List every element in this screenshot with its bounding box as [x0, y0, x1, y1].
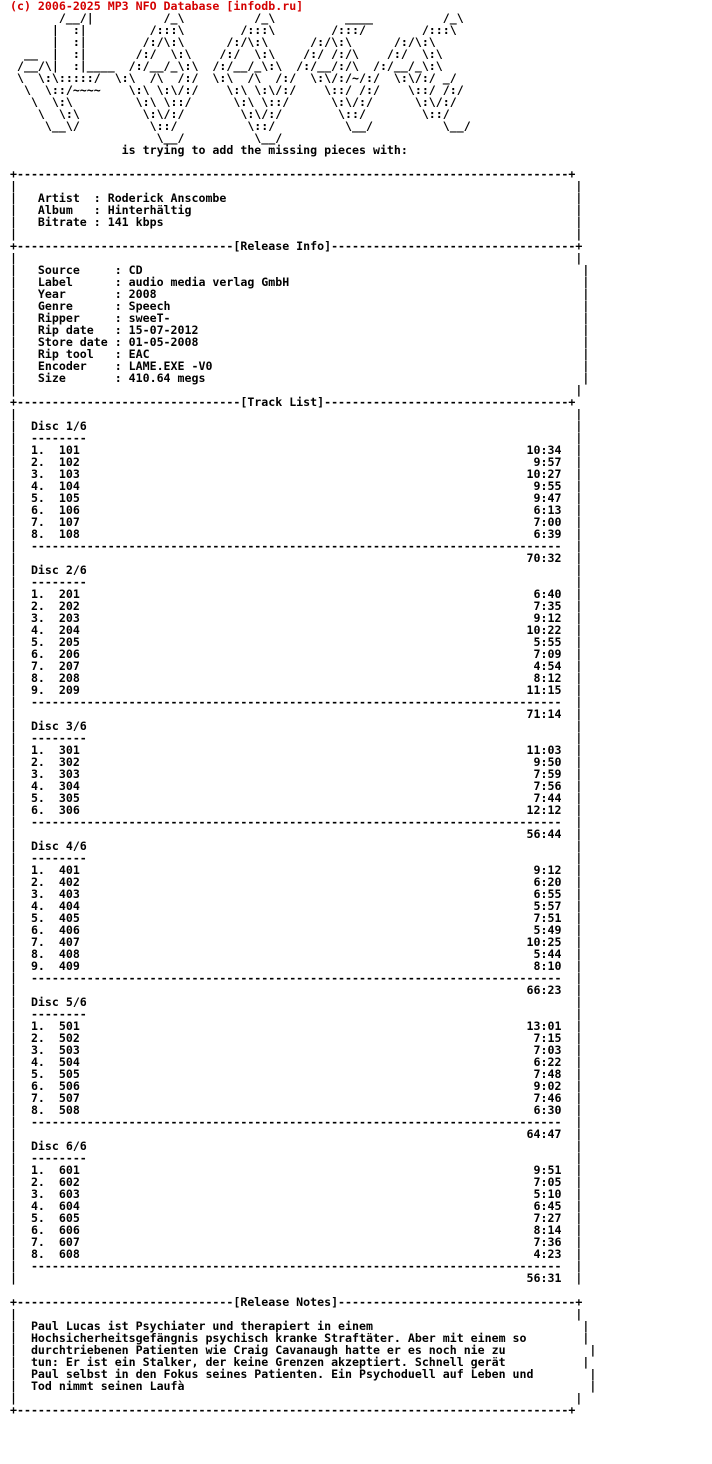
track-row: | 4. 504 6:22 | — [10, 1055, 583, 1069]
track-row: | 5. 105 9:47 | — [10, 491, 583, 505]
track-row: | 1. 401 9:12 | — [10, 863, 583, 877]
track-row: | 6. 506 9:02 | — [10, 1079, 583, 1093]
disc-rule: | ---------------------------------------------------------------------------- | — [10, 1259, 583, 1273]
track-row: | 8. 108 6:39 | — [10, 527, 583, 541]
track-row: | 5. 305 7:44 | — [10, 791, 583, 805]
track-row: | 7. 507 7:46 | — [10, 1091, 583, 1105]
disc-rule: | ---------------------------------------------------------------------------- | — [10, 695, 583, 709]
logo-line: \ \:\ \:\ \::/ \:\ \::/ \:\/:/ \:\/:/ — [10, 95, 457, 109]
info-line: | Size : 410.64 megs | — [10, 371, 590, 385]
logo-line: __ | :| /:/ \:\ /:/ \:\ /:/ /:/\ /:/ \:\ — [10, 47, 443, 61]
disc-title: | Disc 1/6 | — [10, 419, 583, 433]
info-line: | Ripper : sweeT- | — [10, 311, 590, 325]
track-row: | 3. 503 7:03 | — [10, 1043, 583, 1057]
copyright-line: (c) 2006-2025 MP3 NFO Database [infodb.ru] — [10, 0, 304, 13]
disc-total: | 71:14 | — [10, 707, 583, 721]
track-row: | 3. 303 7:59 | — [10, 767, 583, 781]
track-row: | 8. 408 5:44 | — [10, 947, 583, 961]
disc-underline: | -------- | — [10, 431, 583, 445]
info-line: | Genre : Speech | — [10, 299, 590, 313]
track-row: | 2. 402 6:20 | — [10, 875, 583, 889]
disc-total: | 56:31 | — [10, 1271, 583, 1285]
track-row: | 4. 604 6:45 | — [10, 1199, 583, 1213]
info-line: | Rip date : 15-07-2012 | — [10, 323, 590, 337]
disc-underline: | -------- | — [10, 1151, 583, 1165]
track-row: | 2. 502 7:15 | — [10, 1031, 583, 1045]
logo-line: \ \::/~~~~ \:\ \:\/:/ \:\ \:\/:/ \::/ /:/ \::/ /:/ — [10, 83, 464, 97]
track-row: | 3. 203 9:12 | — [10, 611, 583, 625]
track-row: | 5. 505 7:48 | — [10, 1067, 583, 1081]
notes-line: | Paul Lucas ist Psychiater und therapiert in einem | — [10, 1319, 590, 1333]
info-line: | Year : 2008 | — [10, 287, 590, 301]
track-row: | 6. 606 8:14 | — [10, 1223, 583, 1237]
track-row: | 4. 104 9:55 | — [10, 479, 583, 493]
track-row: | 5. 205 5:55 | — [10, 635, 583, 649]
track-row: | 2. 602 7:05 | — [10, 1175, 583, 1189]
section-release-notes: +-------------------------------[Release Notes]----------------------------------+ — [10, 1295, 583, 1309]
disc-underline: | -------- | — [10, 575, 583, 589]
track-row: | 9. 209 11:15 | — [10, 683, 583, 697]
section-track-list: +--------------------------------[Track List]-----------------------------------+ — [10, 395, 576, 409]
track-row: | 4. 404 5:57 | — [10, 899, 583, 913]
notes-line: | Hochsicherheitsgefängnis psychisch kranke Straftäter. Aber mit einem so | — [10, 1331, 590, 1345]
info-line: | Store date : 01-05-2008 | — [10, 335, 590, 349]
track-list: | | | Disc 1/6 | | -------- | | 1. 101 10:34 | | 2. 102 9:57 | | 3. 103 10:27 | | 4. 104 9:55 | | 5. 105 9:47 | | 6. 106 6:13 | | 7. 107 7:00 | | 8. 108 6:39 | | ---------------------------------------------------------------------------- | | 70:32 | | Disc 2/6 | | -------- | | 1. 201 6:40 | | 2. 202 7:35 | | 3. 203 9:12 | | 4. 204 10:22 | | 5. 205 5:55 | | 6. 206 7:09 | | 7. 207 4:54 | | 8. 208 8:12 | | 9. 209 11:15 | | ---------------------------------------------------------------------------- | | 71:14 | | Disc 3/6 | | -------- | | 1. 301 11:03 | | 2. 302 9:50 | | 3. 303 7:59 | | 4. 304 7:56 | | 5. 305 7:44 | | 6. 306 12:12 | | ---------------------------------------------------------------------------- | | 56:44 | | Disc 4/6 | | -------- | | 1. 401 9:12 | | 2. 402 6:20 | | 3. 403 6:55 | | 4. 404 5:57 | | 5. 405 7:51 | | 6. 406 5:49 | | 7. 407 10:25 | | 8. 408 5:44 | | 9. 409 8:10 | | ---------------------------------------------------------------------------- | | 66:23 | | Disc 5/6 | | -------- | | 1. 501 13:01 | | 2. 502 7:15 | | 3. 503 7:03 | | 4. 504 6:22 | | 5. 505 7:48 | | 6. 506 9:02 | | 7. 507 7:46 | | 8. 508 6:30 | | ---------------------------------------------------------------------------- | | 64:47 | | Disc 6/6 | | -------- | | 1. 601 9:51 | | 2. 602 7:05 | | 3. 603 5:10 | | 4. 604 6:45 | | 5. 605 7:27 | | 6. 606 8:14 | | 7. 607 7:36 | | 8. 608 4:23 | | ---------------------------------------------------------------------------- | | 56:31 | — [10, 407, 583, 1285]
track-row: | 6. 406 5:49 | — [10, 923, 583, 937]
track-row: | 8. 608 4:23 | — [10, 1247, 583, 1261]
track-row: | 1. 101 10:34 | — [10, 443, 583, 457]
info-line: | Label : audio media verlag GmbH | — [10, 275, 590, 289]
track-row: | 6. 106 6:13 | — [10, 503, 583, 517]
logo-line: /__/\| :|____ /:/__/_\:\ /:/__/_\:\ /:/__/:/\ /:/__/_\:\ — [10, 59, 443, 73]
notes-line: | Tod nimmt seinen Laufà | — [10, 1379, 597, 1393]
track-row: | 1. 201 6:40 | — [10, 587, 583, 601]
track-row: | 7. 607 7:36 | — [10, 1235, 583, 1249]
disc-total: | 66:23 | — [10, 983, 583, 997]
tagline: is trying to add the missing pieces with: — [10, 143, 408, 157]
disc-total: | 64:47 | — [10, 1127, 583, 1141]
track-row: | 8. 208 8:12 | — [10, 671, 583, 685]
disc-underline: | -------- | — [10, 731, 583, 745]
disc-title: | Disc 6/6 | — [10, 1139, 583, 1153]
bitrate-line: | Bitrate : 141 kbps | — [10, 215, 583, 229]
disc-underline: | -------- | — [10, 1007, 583, 1021]
info-line: | Encoder : LAME.EXE -V0 | — [10, 359, 590, 373]
track-row: | 8. 508 6:30 | — [10, 1103, 583, 1117]
track-row: | 2. 302 9:50 | — [10, 755, 583, 769]
disc-total: | 70:32 | — [10, 551, 583, 565]
disc-title: | Disc 3/6 | — [10, 719, 583, 733]
disc-rule: | ---------------------------------------------------------------------------- | — [10, 1115, 583, 1129]
ascii-logo — [10, 11, 471, 145]
nfo-document: (c) 2006-2025 MP3 NFO Database [infodb.ru] /__/| /_\ /_\ ____ /_\ | :| /:::\ /:::\ /:::/ /:::\ | :| /:/\:\ /:/\:\ /:/\:\ /:/\:\ __ | :| /:/ \:\ /:/ \:\ /:/ /:/\ /:/ \:\ /__/\| :|____ /:/__/_\:\ /:/__/_\:\ /:/__/:/\ /:/__/_\:\ \ \:\:::::/ \:\ /\ /:/ \:\ /\ /:/ \:\/:/~/:/ \:\/:/ _/ \ \::/~~~~ \:\ \:\/:/ \:\ \:\/:/ \::/ /:/ \::/ /:/ \ \:\ \:\ \::/ \:\ \::/ \:\/:/ \:\/:/ \ \:\ \:\/:/ \:\/:/ \::/ \::/ \__\/ \::/ \::/ \__/ \__/ \__/ \__/ is trying to add the missing pieces with: +-------------------------------------------------------------------------------+ | | | Artist : Roderick Anscombe | | Album : Hinterhältig | | Bitrate : 141 kbps | | | +-------------------------------[Release Info]-----------------------------------+ | | | Source : CD | | Label : audio media verlag GmbH | | Year : 2008 | | Genre : Speech | | Ripper : sweeT- | | Rip date : 15-07-2012 | | Store date : 01-05-2008 | | Rip tool : EAC | | Encoder : LAME.EXE -V0 | | Size : 410.64 megs | | | +--------------------------------[Track List]-----------------------------------+ | | | Disc 1/6 | | -------- | | 1. 101 10:34 | | 2. 102 9:57 | | 3. 103 10:27 | | 4. 104 9:55 | | 5. 105 9:47 | | 6. 106 6:13 | | 7. 107 7:00 | | 8. 108 6:39 | | ---------------------------------------------------------------------------- | | 70:32 | | Disc 2/6 | | -------- | | 1. 201 6:40 | | 2. 202 7:35 | | 3. 203 9:12 | | 4. 204 10:22 | | 5. 205 5:55 | | 6. 206 7:09 | | 7. 207 4:54 | | 8. 208 8:12 | | 9. 209 11:15 | | ---------------------------------------------------------------------------- | | 71:14 | | Disc 3/6 | | -------- | | 1. 301 11:03 | | 2. 302 9:50 | | 3. 303 7:59 | | 4. 304 7:56 | | 5. 305 7:44 | | 6. 306 12:12 | | ---------------------------------------------------------------------------- | | 56:44 | | Disc 4/6 | | -------- | | 1. 401 9:12 | | 2. 402 6:20 | | 3. 403 6:55 | | 4. 404 5:57 | | 5. 405 7:51 | | 6. 406 5:49 | | 7. 407 10:25 | | 8. 408 5:44 | | 9. 409 8:10 | | ---------------------------------------------------------------------------- | | 66:23 | | Disc 5/6 | | -------- | | 1. 501 13:01 | | 2. 502 7:15 | | 3. 503 7:03 | | 4. 504 6:22 | | 5. 505 7:48 | | 6. 506 9:02 | | 7. 507 7:46 | | 8. 508 6:30 | | ---------------------------------------------------------------------------- | | 64:47 | | Disc 6/6 | | -------- | | 1. 601 9:51 | | 2. 602 7:05 | | 3. 603 5:10 | | 4. 604 6:45 | | 5. 605 7:27 | | 6. 606 8:14 | | 7. 607 7:36 | | 8. 608 4:23 | | ---------------------------------------------------------------------------- | | 56:31 | +-------------------------------[Release Notes]----------------------------------+ | | | Paul Lucas ist Psychiater und therapiert in einem | | Hochsicherheitsgefängnis psychisch kranke Straftäter. Aber mit einem so | | durchtriebenen Patienten wie Craig Cavanaugh hatte er es noch nie zu | | tun: Er ist ein Stalker, der keine Grenzen akzeptiert. Schnell gerät | | Paul selbst in den Fokus seines Patienten. Ein Psychoduell auf Leben und | | Tod nimmt seinen Laufà | | | +-------------------------------------------------------------------------------+ — [10, 0, 597, 1417]
track-row: | 1. 301 11:03 | — [10, 743, 583, 757]
track-row: | 6. 206 7:09 | — [10, 647, 583, 661]
track-row: | 3. 403 6:55 | — [10, 887, 583, 901]
logo-line: | :| /:/\:\ /:/\:\ /:/\:\ /:/\:\ — [10, 35, 436, 49]
logo-line: \__/ \__/ — [10, 131, 283, 145]
track-row: | 3. 103 10:27 | — [10, 467, 583, 481]
track-row: | 4. 304 7:56 | — [10, 779, 583, 793]
logo-line: \__\/ \::/ \::/ \__/ \__/ — [10, 119, 471, 133]
notes-line: | durchtriebenen Patienten wie Craig Cavanaugh hatte er es noch nie zu | — [10, 1343, 597, 1357]
disc-underline: | -------- | — [10, 851, 583, 865]
disc-total: | 56:44 | — [10, 827, 583, 841]
info-line: | Rip tool : EAC | — [10, 347, 590, 361]
album-line: | Album : Hinterhältig | — [10, 203, 583, 217]
logo-line: \ \:\:::::/ \:\ /\ /:/ \:\ /\ /:/ \:\/:/~/:/ \:\/:/ _/ — [10, 71, 457, 85]
release-notes — [10, 1319, 596, 1393]
artist-line: | Artist : Roderick Anscombe | — [10, 191, 583, 205]
track-row: | 5. 405 7:51 | — [10, 911, 583, 925]
box-bottom-border: +-------------------------------------------------------------------------------+ — [10, 1403, 576, 1417]
track-row: | 7. 107 7:00 | — [10, 515, 583, 529]
box-top-border: +-------------------------------------------------------------------------------+ — [10, 167, 576, 181]
release-info-block — [10, 263, 589, 385]
track-row: | 2. 202 7:35 | — [10, 599, 583, 613]
track-row: | 3. 603 5:10 | — [10, 1187, 583, 1201]
disc-rule: | ---------------------------------------------------------------------------- | — [10, 539, 583, 553]
section-release-info: +-------------------------------[Release Info]-----------------------------------+ — [10, 239, 583, 253]
track-row: | 7. 207 4:54 | — [10, 659, 583, 673]
disc-title: | Disc 4/6 | — [10, 839, 583, 853]
notes-line: | tun: Er ist ein Stalker, der keine Grenzen akzeptiert. Schnell gerät | — [10, 1355, 590, 1369]
track-row: | 4. 204 10:22 | — [10, 623, 583, 637]
track-row: | 2. 102 9:57 | — [10, 455, 583, 469]
track-row: | 1. 601 9:51 | — [10, 1163, 583, 1177]
disc-rule: | ---------------------------------------------------------------------------- | — [10, 815, 583, 829]
track-row: | 5. 605 7:27 | — [10, 1211, 583, 1225]
logo-line: /__/| /_\ /_\ ____ /_\ — [10, 11, 464, 25]
disc-title: | Disc 2/6 | — [10, 563, 583, 577]
track-row: | 7. 407 10:25 | — [10, 935, 583, 949]
logo-line: | :| /:::\ /:::\ /:::/ /:::\ — [10, 23, 457, 37]
disc-rule: | ---------------------------------------------------------------------------- | — [10, 971, 583, 985]
info-line: | Source : CD | — [10, 263, 590, 277]
track-row: | 9. 409 8:10 | — [10, 959, 583, 973]
disc-title: | Disc 5/6 | — [10, 995, 583, 1009]
notes-line: | Paul selbst in den Fokus seines Patienten. Ein Psychoduell auf Leben und | — [10, 1367, 597, 1381]
track-row: | 1. 501 13:01 | — [10, 1019, 583, 1033]
track-row: | 6. 306 12:12 | — [10, 803, 583, 817]
logo-line: \ \:\ \:\/:/ \:\/:/ \::/ \::/ — [10, 107, 450, 121]
